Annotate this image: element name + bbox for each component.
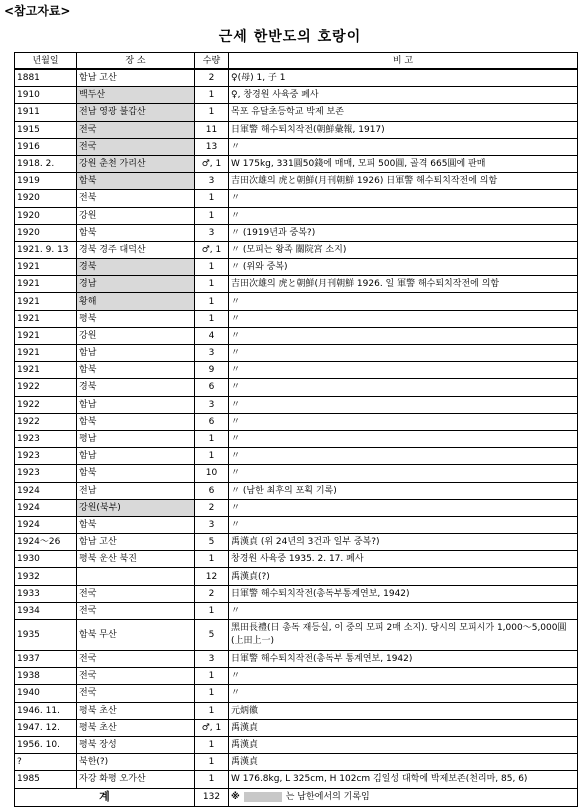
note-cell: ♀(母) 1, 子 1 xyxy=(229,69,578,87)
note-cell: 禹漢貞 xyxy=(229,754,578,771)
note-cell: 禹漢貞 xyxy=(229,719,578,736)
place-cell: 평북 장성 xyxy=(77,736,195,753)
date-cell: 1956. 10. xyxy=(15,736,77,753)
date-cell: 1920 xyxy=(15,224,77,241)
note-cell: 〃 (1919년과 중복?) xyxy=(229,224,578,241)
date-cell: 1915 xyxy=(15,121,77,138)
note-cell: 日軍警 해수퇴치작전(朝鮮彙報, 1917) xyxy=(229,121,578,138)
table-row xyxy=(15,685,578,702)
note-cell: 禹漢貞 (위 24년의 3건과 일부 중복?) xyxy=(229,534,578,551)
table-row xyxy=(15,121,578,138)
date-cell: 1924～26 xyxy=(15,534,77,551)
total-row xyxy=(15,788,578,806)
table-row xyxy=(15,620,578,651)
note-cell: 〃 xyxy=(229,668,578,685)
note-cell: 吉田次雄의 虎と朝鮮(月刊朝鮮 1926. 일 軍警 해수퇴치작전에 의함 xyxy=(229,276,578,293)
place-cell: 전국 xyxy=(77,121,195,138)
qty-cell: 2 xyxy=(195,585,229,602)
table-row xyxy=(15,516,578,533)
place-cell: 함남 xyxy=(77,448,195,465)
qty-cell: 2 xyxy=(195,499,229,516)
note-star: ※ xyxy=(231,792,240,802)
table-row xyxy=(15,241,578,258)
table-row xyxy=(15,534,578,551)
table-header-row xyxy=(15,53,578,70)
qty-cell: 1 xyxy=(195,430,229,447)
qty-cell: 1 xyxy=(195,771,229,788)
qty-cell: 1 xyxy=(195,685,229,702)
note-cell: 〃 xyxy=(229,345,578,362)
qty-cell: 11 xyxy=(195,121,229,138)
note-cell: 〃 xyxy=(229,379,578,396)
qty-cell: 1 xyxy=(195,702,229,719)
place-cell: 함북 xyxy=(77,413,195,430)
qty-cell: 1 xyxy=(195,754,229,771)
note-cell: 日軍警 해수퇴치작전(총독부통계연보, 1942) xyxy=(229,585,578,602)
table-row xyxy=(15,396,578,413)
table-row xyxy=(15,69,578,87)
table-row xyxy=(15,104,578,121)
note-cell: 吉田次雄의 虎と朝鮮(月刊朝鮮 1926) 日軍警 해수퇴치작전에 의함 xyxy=(229,173,578,190)
note-cell: 〃 xyxy=(229,190,578,207)
date-cell: 1921 xyxy=(15,259,77,276)
place-cell: 자강 화평 오가산 xyxy=(77,771,195,788)
place-cell: 함북 xyxy=(77,173,195,190)
note-cell: 목포 유달초등학교 박제 보존 xyxy=(229,104,578,121)
note-cell: W 175kg, 331圓50錢에 매매, 모피 500圓, 골격 665圓에 판매 xyxy=(229,155,578,172)
note-cell: 〃 xyxy=(229,293,578,310)
place-cell: 강원 춘천 가리산 xyxy=(77,155,195,172)
reference-label: <참고자료> xyxy=(4,4,71,18)
note-cell: ♀, 창경원 사육중 폐사 xyxy=(229,87,578,104)
place-cell: 백두산 xyxy=(77,87,195,104)
header-place: 장 소 xyxy=(77,53,195,70)
date-cell: 1924 xyxy=(15,516,77,533)
qty-cell: 6 xyxy=(195,482,229,499)
table-row xyxy=(15,224,578,241)
qty-cell: 1 xyxy=(195,104,229,121)
date-cell: 1923 xyxy=(15,448,77,465)
place-cell: 경북 경주 대덕산 xyxy=(77,241,195,258)
qty-cell: ♂, 1 xyxy=(195,241,229,258)
table-row xyxy=(15,362,578,379)
place-cell: 전국 xyxy=(77,138,195,155)
date-cell: 1916 xyxy=(15,138,77,155)
table-row xyxy=(15,138,578,155)
date-cell: 1935 xyxy=(15,620,77,651)
table-row xyxy=(15,173,578,190)
place-cell: 함남 xyxy=(77,345,195,362)
note-cell: 〃 (위와 중복) xyxy=(229,259,578,276)
note-cell: 〃 xyxy=(229,413,578,430)
place-cell: 북한(?) xyxy=(77,754,195,771)
table-row xyxy=(15,465,578,482)
date-cell: 1930 xyxy=(15,551,77,568)
note-cell: 禹漢貞 xyxy=(229,736,578,753)
table-row xyxy=(15,276,578,293)
table-row xyxy=(15,719,578,736)
qty-cell: 1 xyxy=(195,310,229,327)
note-cell: 〃 (모피는 왕족 關院宮 소지) xyxy=(229,241,578,258)
date-cell: 1918. 2. xyxy=(15,155,77,172)
note-cell: 〃 xyxy=(229,138,578,155)
table-row xyxy=(15,345,578,362)
date-cell: 1922 xyxy=(15,413,77,430)
qty-cell: 6 xyxy=(195,379,229,396)
place-cell: 함북 무산 xyxy=(77,620,195,651)
qty-cell: 3 xyxy=(195,345,229,362)
table-row xyxy=(15,87,578,104)
qty-cell: 3 xyxy=(195,651,229,668)
note-cell: W 176.8kg, L 325cm, H 102cm 김일성 대학에 박제보존(천리마, 85, 6) xyxy=(229,771,578,788)
qty-cell: 1 xyxy=(195,551,229,568)
qty-cell: ♂, 1 xyxy=(195,719,229,736)
qty-cell: 1 xyxy=(195,87,229,104)
place-cell: 강원 xyxy=(77,207,195,224)
table-row xyxy=(15,668,578,685)
date-cell: 1921 xyxy=(15,293,77,310)
date-cell: 1923 xyxy=(15,430,77,447)
date-cell: 1985 xyxy=(15,771,77,788)
qty-cell: 1 xyxy=(195,190,229,207)
note-cell: 〃 xyxy=(229,602,578,619)
place-cell: 함북 xyxy=(77,362,195,379)
date-cell: 1910 xyxy=(15,87,77,104)
note-cell: 〃 xyxy=(229,465,578,482)
place-cell: 평북 운산 북진 xyxy=(77,551,195,568)
place-cell: 전국 xyxy=(77,685,195,702)
note-cell: 日軍警 해수퇴치작전(총독부 통계연보, 1942) xyxy=(229,651,578,668)
table-row xyxy=(15,259,578,276)
table-row xyxy=(15,736,578,753)
table-row xyxy=(15,448,578,465)
date-cell: 1946. 11. xyxy=(15,702,77,719)
date-cell: 1921 xyxy=(15,362,77,379)
date-cell: ? xyxy=(15,754,77,771)
date-cell: 1911 xyxy=(15,104,77,121)
date-cell: 1921 xyxy=(15,276,77,293)
note-cell: 〃 xyxy=(229,362,578,379)
place-cell: 경북 xyxy=(77,259,195,276)
note-cell: 黑田長禮(日 총독 재등실, 이 중의 모피 2매 소지). 당시의 모피시가 1,000～5,000圓(上田上一) xyxy=(229,620,578,651)
qty-cell: 1 xyxy=(195,602,229,619)
place-cell: 전국 xyxy=(77,651,195,668)
date-cell: 1922 xyxy=(15,396,77,413)
qty-cell: 1 xyxy=(195,276,229,293)
total-label: 계 xyxy=(15,788,195,806)
date-cell: 1920 xyxy=(15,190,77,207)
total-note-text: 는 남한에서의 기록임 xyxy=(285,792,370,802)
place-cell: 경남 xyxy=(77,276,195,293)
note-cell: 창경원 사육중 1935. 2. 17. 폐사 xyxy=(229,551,578,568)
shade-legend-swatch xyxy=(244,792,282,802)
place-cell: 함남 고산 xyxy=(77,534,195,551)
note-cell: 〃 xyxy=(229,448,578,465)
date-cell: 1921. 9. 13 xyxy=(15,241,77,258)
table-row xyxy=(15,585,578,602)
table-row xyxy=(15,207,578,224)
qty-cell: 5 xyxy=(195,620,229,651)
qty-cell: 3 xyxy=(195,173,229,190)
table-row xyxy=(15,413,578,430)
note-cell: 〃 (남한 최후의 포획 기록) xyxy=(229,482,578,499)
qty-cell: 1 xyxy=(195,207,229,224)
note-cell: 〃 xyxy=(229,499,578,516)
qty-cell: 3 xyxy=(195,224,229,241)
qty-cell: 12 xyxy=(195,568,229,585)
place-cell: 함북 xyxy=(77,465,195,482)
table-body xyxy=(15,69,578,788)
note-cell: 〃 xyxy=(229,310,578,327)
note-cell: 〃 xyxy=(229,327,578,344)
note-cell: 〃 xyxy=(229,207,578,224)
table-row xyxy=(15,754,578,771)
place-cell: 전남 xyxy=(77,482,195,499)
date-cell: 1937 xyxy=(15,651,77,668)
qty-cell: 1 xyxy=(195,668,229,685)
qty-cell: 10 xyxy=(195,465,229,482)
place-cell: 평북 초산 xyxy=(77,719,195,736)
table-row xyxy=(15,771,578,788)
table-row xyxy=(15,482,578,499)
qty-cell: 4 xyxy=(195,327,229,344)
table-row xyxy=(15,602,578,619)
table-row xyxy=(15,568,578,585)
qty-cell: 1 xyxy=(195,448,229,465)
qty-cell: 6 xyxy=(195,413,229,430)
total-qty: 132 xyxy=(195,788,229,806)
place-cell: 평북 xyxy=(77,310,195,327)
qty-cell: 1 xyxy=(195,293,229,310)
note-cell: 〃 xyxy=(229,685,578,702)
place-cell: 함북 xyxy=(77,516,195,533)
note-cell: 〃 xyxy=(229,430,578,447)
date-cell: 1933 xyxy=(15,585,77,602)
table-row xyxy=(15,551,578,568)
place-cell: 함남 고산 xyxy=(77,69,195,87)
qty-cell: 13 xyxy=(195,138,229,155)
place-cell: 황해 xyxy=(77,293,195,310)
header-note: 비 고 xyxy=(229,53,578,70)
qty-cell: 1 xyxy=(195,259,229,276)
qty-cell: ♂, 1 xyxy=(195,155,229,172)
table-row xyxy=(15,379,578,396)
date-cell: 1924 xyxy=(15,499,77,516)
place-cell: 전남 영광 불갑산 xyxy=(77,104,195,121)
note-cell: 禹漢貞(?) xyxy=(229,568,578,585)
page-title: 근세 한반도의 호랑이 xyxy=(218,29,362,45)
table-row xyxy=(15,190,578,207)
table-row xyxy=(15,327,578,344)
date-cell: 1922 xyxy=(15,379,77,396)
qty-cell: 3 xyxy=(195,396,229,413)
place-cell: 강원 xyxy=(77,327,195,344)
date-cell: 1924 xyxy=(15,482,77,499)
date-cell: 1938 xyxy=(15,668,77,685)
date-cell: 1881 xyxy=(15,69,77,87)
date-cell: 1940 xyxy=(15,685,77,702)
place-cell: 평남 xyxy=(77,430,195,447)
qty-cell: 9 xyxy=(195,362,229,379)
qty-cell: 2 xyxy=(195,69,229,87)
table-row xyxy=(15,702,578,719)
tiger-records-table xyxy=(14,52,578,807)
place-cell: 함북 xyxy=(77,224,195,241)
note-cell: 〃 xyxy=(229,516,578,533)
header-qty: 수량 xyxy=(195,53,229,70)
date-cell: 1921 xyxy=(15,310,77,327)
qty-cell: 3 xyxy=(195,516,229,533)
date-cell: 1920 xyxy=(15,207,77,224)
place-cell: 전국 xyxy=(77,602,195,619)
table-row xyxy=(15,293,578,310)
note-cell: 元炳徽 xyxy=(229,702,578,719)
date-cell: 1934 xyxy=(15,602,77,619)
place-cell: 경북 xyxy=(77,379,195,396)
table-row xyxy=(15,430,578,447)
date-cell: 1932 xyxy=(15,568,77,585)
table-row xyxy=(15,310,578,327)
place-cell: 전국 xyxy=(77,668,195,685)
place-cell: 함남 xyxy=(77,396,195,413)
date-cell: 1921 xyxy=(15,327,77,344)
header-date: 년월일 xyxy=(15,53,77,70)
total-note xyxy=(229,788,578,806)
place-cell: 평북 초산 xyxy=(77,702,195,719)
note-cell: 〃 xyxy=(229,396,578,413)
place-cell: 전북 xyxy=(77,190,195,207)
date-cell: 1923 xyxy=(15,465,77,482)
date-cell: 1921 xyxy=(15,345,77,362)
table-row xyxy=(15,499,578,516)
place-cell: 강원(북부) xyxy=(77,499,195,516)
table-row xyxy=(15,155,578,172)
date-cell: 1947. 12. xyxy=(15,719,77,736)
place-cell xyxy=(77,568,195,585)
qty-cell: 1 xyxy=(195,736,229,753)
date-cell: 1919 xyxy=(15,173,77,190)
table-row xyxy=(15,651,578,668)
place-cell: 전국 xyxy=(77,585,195,602)
qty-cell: 5 xyxy=(195,534,229,551)
